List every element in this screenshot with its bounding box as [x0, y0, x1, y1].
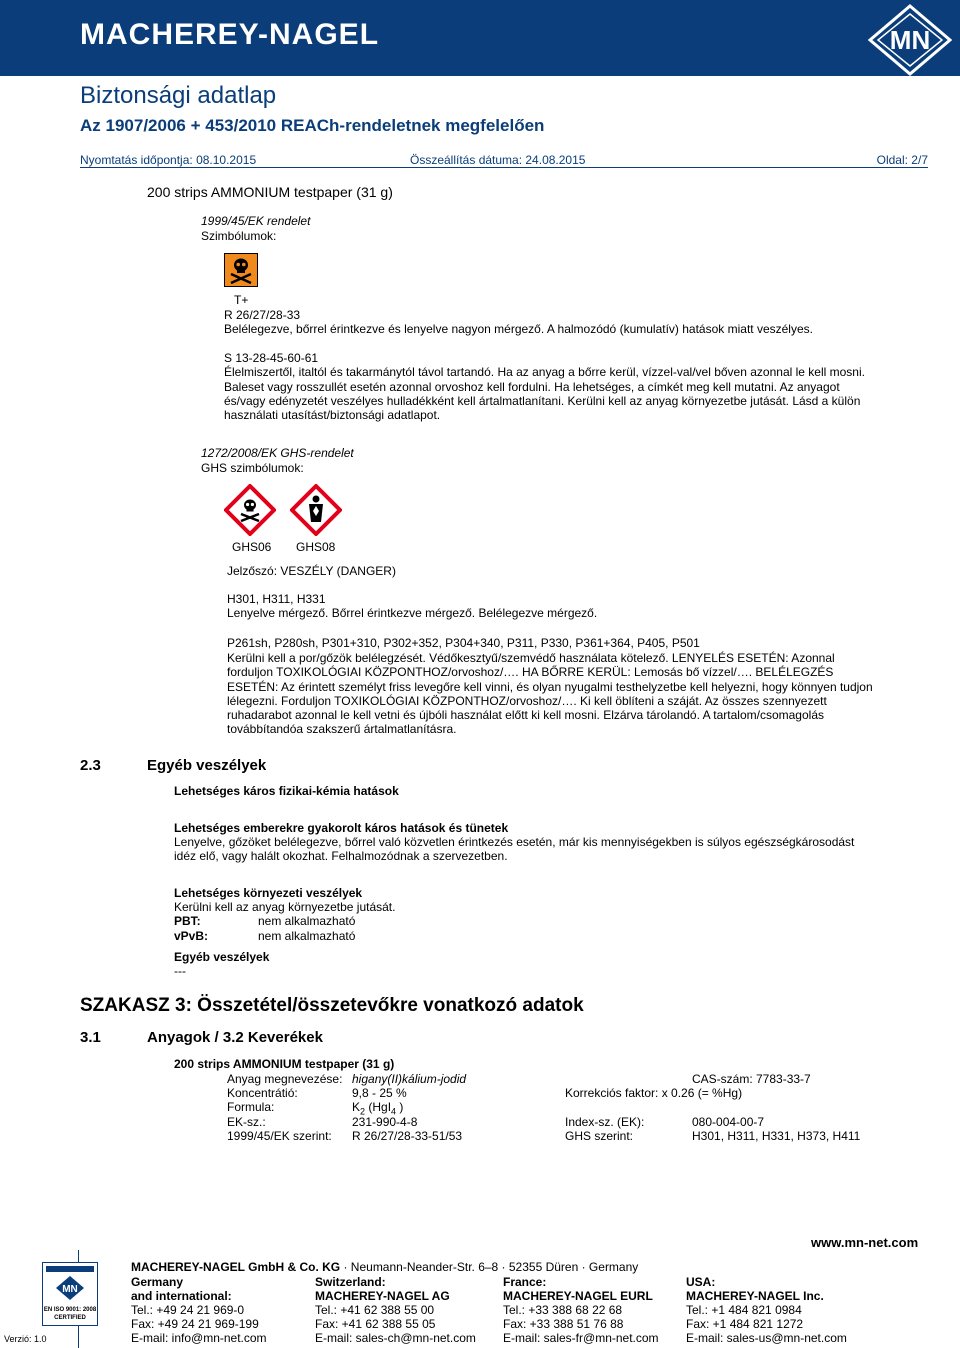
eu-class-label: 1999/45/EK szerint:	[227, 1129, 332, 1143]
vpvb-label: vPvB:	[174, 929, 209, 943]
pbt-value: nem alkalmazható	[258, 914, 356, 928]
footer-contact-france: France: MACHEREY-NAGEL EURL Tel.: +33 388 68 22 68 Fax: +33 388 51 76 88 E-mail: sales-fr@mn-net.com	[503, 1275, 683, 1345]
subsection-heading: Anyagok / 3.2 Keverékek	[147, 1029, 323, 1046]
ghs-pictogram-label: GHS06	[232, 540, 272, 554]
footer-contact-usa: USA: MACHEREY-NAGEL Inc. Tel.: +1 484 821 0984 Fax: +1 484 821 1272 E-mail: sales-us@mn-net.com	[686, 1275, 886, 1345]
s-phrases: S 13-28-45-60-61	[224, 351, 319, 365]
p-text-line: továbbítandóa szakszerű ártalmatlanításra.	[227, 722, 457, 736]
env-heading: Lehetséges környezeti veszélyek	[174, 886, 363, 900]
p-codes: P261sh, P280sh, P301+310, P302+352, P304+340, P311, P330, P361+364, P405, P501	[227, 636, 700, 650]
substance-label: Anyag megnevezése:	[227, 1072, 343, 1086]
section-3-title: SZAKASZ 3: Összetétel/összetevőkre vonatkozó adatok	[80, 995, 584, 1016]
symbol-code: T+	[234, 293, 249, 307]
human-text-line: Lenyelve, gőzöket belélegezve, bőrrel való közvetlen érintkezés esetén, már kis mennyiségekben is súlyos egészségkárosodást	[174, 835, 855, 849]
formula-value: $K_2$ (HgI$_4$ )	[352, 1100, 404, 1117]
s-text-line: használati utasítást/biztonsági adatlapot.	[224, 408, 441, 422]
concentration-value: 9,8 - 25 %	[352, 1086, 407, 1100]
document-title: Biztonsági adatlap	[80, 82, 277, 109]
email-link[interactable]: E-mail: sales-fr@mn-net.com	[503, 1331, 659, 1345]
email-link[interactable]: E-mail: info@mn-net.com	[131, 1331, 267, 1345]
p-text-line: Kerülni kell a por/gőzök belélegzését. Védőkesztyű/szemvédő használata kötelező. LENYELÉS ESETÉN: Azonnal	[227, 651, 835, 665]
human-text-line: idéz elő, vagy halált okozhat. Felhalmozódnak a szervezetben.	[174, 849, 508, 863]
footer-contact-switzerland: Switzerland: MACHEREY-NAGEL AG Tel.: +41 62 388 55 00 Fax: +41 62 388 55 05 E-mail: sales-ch@mn-net.com	[315, 1275, 500, 1345]
ghs08-health-hazard-icon	[290, 484, 342, 536]
index-value: 080-004-00-7	[692, 1115, 765, 1129]
h-codes: H301, H311, H331	[227, 592, 326, 606]
r-phrases: R 26/27/28-33	[224, 308, 301, 322]
eu-class-value: R 26/27/28-33-51/53	[352, 1129, 463, 1143]
document-subtitle: Az 1907/2006 + 453/2010 REACh-rendeletnek megfelelően	[80, 116, 545, 135]
svg-text:MN: MN	[62, 1284, 78, 1295]
subsection-number: 3.1	[80, 1029, 101, 1046]
print-info-row	[80, 153, 928, 167]
p-text-line: ESETÉN: Az érintett személyt friss levegőre kell vinni, és olyan nyugalmi testhelyzetbe kell helyezni, hogy könnyen tudjon	[227, 680, 873, 694]
physchem-heading: Lehetséges káros fizikai-kémia hatások	[174, 784, 399, 798]
eu-rule-label: 1999/45/EK rendelet	[201, 214, 311, 228]
eu-symbols-label: Szimbólumok:	[201, 229, 277, 243]
logo-text: MN	[889, 25, 931, 55]
s-text-line: Baleset vagy rosszullét esetén azonnal orvoshoz kell fordulni. Ha lehetséges, a címkét meg kell mutatni. Az anyagot	[224, 380, 840, 394]
env-text: Kerülni kell az anyag környezetbe jutását.	[174, 900, 396, 914]
composition-product: 200 strips AMMONIUM testpaper (31 g)	[174, 1057, 395, 1071]
ek-label: EK-sz.:	[227, 1115, 266, 1129]
compile-date: Összeállítás dátuma: 24.08.2015	[410, 153, 586, 167]
svg-text:CERTIFIED: CERTIFIED	[54, 1315, 86, 1321]
svg-text:EN ISO 9001: 2008: EN ISO 9001: 2008	[43, 1307, 97, 1313]
ek-value: 231-990-4-8	[352, 1115, 418, 1129]
ghs-class-value: H301, H311, H331, H373, H411	[692, 1129, 861, 1143]
page-number: Oldal: 2/7	[876, 153, 928, 167]
ghs-symbols-label: GHS szimbólumok:	[201, 461, 304, 475]
p-text-line: ruhadarabot azonnal le kell vetni és újbóli használat előtt ki kell mosni. Elzárva tárolandó. A tartalom/csomagolás	[227, 708, 824, 722]
concentration-label: Koncentrátió:	[227, 1086, 298, 1100]
certification-seal-icon	[42, 1262, 98, 1326]
brand-name: MACHEREY-NAGEL	[80, 18, 380, 51]
r-phrases-text: Belélegezve, bőrrel érintkezve és lenyelve nagyon mérgező. A halmozódó (kumulatív) hatások miatt veszélyes.	[224, 322, 813, 336]
s-text-line: Élelmiszertől, italtól és takarmánytól távol tartandó. Ha az anyag a bőrre kerül, vízzel-val/vel bőven azonnal le kell mosni.	[224, 365, 865, 379]
cas-number: CAS-szám: 7783-33-7	[692, 1072, 811, 1086]
signal-word: Jelzőszó: VESZÉLY (DANGER)	[227, 564, 396, 578]
ghs06-skull-icon	[224, 484, 276, 536]
company-line: MACHEREY-NAGEL GmbH & Co. KG · Neumann-Neander-Str. 6–8 · 52355 Düren · Germany	[131, 1260, 639, 1274]
pbt-label: PBT:	[174, 914, 201, 928]
email-link[interactable]: E-mail: sales-us@mn-net.com	[686, 1331, 847, 1345]
email-link[interactable]: E-mail: sales-ch@mn-net.com	[315, 1331, 476, 1345]
mn-logo-icon	[868, 4, 952, 76]
product-title: 200 strips AMMONIUM testpaper (31 g)	[147, 184, 393, 200]
section-number: 2.3	[80, 757, 101, 774]
substance-name: higany(II)kálium-jodid	[352, 1072, 467, 1086]
formula-label: Formula:	[227, 1100, 275, 1114]
version-label: Verzió: 1.0	[4, 1334, 47, 1344]
footer-contact-germany: Germany and international: Tel.: +49 24 21 969-0 Fax: +49 24 21 969-199 E-mail: info@mn-net.com	[131, 1275, 311, 1345]
p-text-line: lélegezni. Forduljon TOXIKOLÓGIAI KÖZPONTHOZ/orvoshoz/…. Ki kell öblíteni a száját. Az összes szennyezett	[227, 694, 827, 708]
p-text-line: forduljon TOXIKOLÓGIAI KÖZPONTHOZ/orvoshoz/…. HA BŐRRE KERÜL: Lemosás bő vízzel/…. BELÉLEGZÉS	[227, 665, 834, 679]
correction-factor: Korrekciós faktor: x 0.26 (= %Hg)	[565, 1086, 743, 1100]
ghs-class-label: GHS szerint:	[565, 1129, 634, 1143]
other-hazards-heading: Egyéb veszélyek	[174, 950, 270, 964]
print-date: Nyomtatás időpontja: 08.10.2015	[80, 153, 257, 167]
human-heading: Lehetséges emberekre gyakorolt káros hatások és tünetek	[174, 821, 509, 835]
vpvb-value: nem alkalmazható	[258, 929, 356, 943]
skull-crossbones-icon	[224, 253, 258, 287]
website-link[interactable]: www.mn-net.com	[811, 1235, 919, 1250]
ghs-rule-label: 1272/2008/EK GHS-rendelet	[201, 446, 354, 460]
h-text: Lenyelve mérgező. Bőrrel érintkezve mérgező. Belélegezve mérgező.	[227, 606, 598, 620]
s-text-line: és/vagy edényzetét veszélyes hulladékként kell ártalmatlanítani. Kerülni kell az anyag környezetbe jutását. Lásd a külön	[224, 394, 861, 408]
header-divider	[80, 167, 928, 168]
other-hazards-value: ---	[174, 964, 186, 978]
ghs-pictogram-label: GHS08	[296, 540, 336, 554]
index-label: Index-sz. (EK):	[565, 1115, 645, 1129]
section-heading: Egyéb veszélyek	[147, 757, 267, 774]
